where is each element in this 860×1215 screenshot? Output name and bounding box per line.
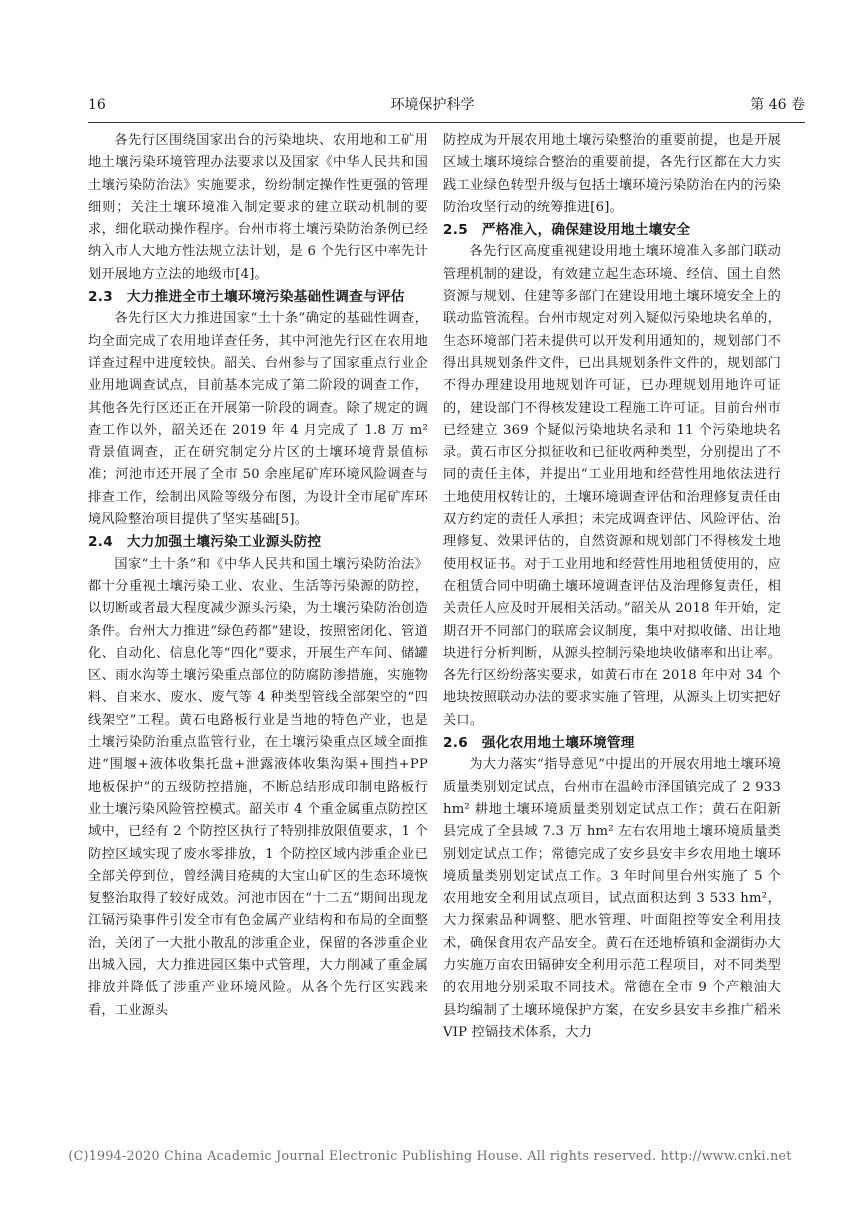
paragraph: 为大力落实“指导意见”中提出的开展农用地土壤环境质量类别划定试点，台州市在温岭市泽国镇完成了 2 933 hm² 耕地土壤环境质量类别划定试点工作；黄石在阳新县完成了全县域 7.3 万 hm² 左右农用地土壤环境质量类别划定试点工作；常德完成了安乡县安丰乡农用地土壤环境质量类别划定试点工作。3 年时间里台州实施了 5 个农用地安全利用试点项目，试点面积达到 3 533 hm²，大力探索品种调整、肥水管理、叶面阻控等安全利用技术，确保食用农产品安全。黄石在还地桥镇和金湖街办大力实施万亩农田镉砷安全利用示范工程项目，对不同类型的农用地分别采取不同技术。常德在全市 9 个产粮油大县均编制了土壤环境保护方案，在安乡县安丰乡推广稻米 VIP 控镉技术体系，大力 [443,757,781,1040]
journal-title: 环境保护科学 [390,97,475,113]
right-column [443,130,781,1044]
paragraph-continued: 防控成为开展农用地土壤污染整治的重要前提，也是开展区域土壤环境综合整治的重要前提，各先行区都在大力实践工业绿色转型升级与包括土壤环境污染防治在内的污染防治攻坚行动的统筹推进[6]。 [443,133,781,215]
paragraph: 国家“土十条”和《中华人民共和国土壤污染防治法》都十分重视土壤污染工业、农业、生活等污染源的防控，以切断或者最大程度减少源头污染，为土壤污染防治创造条件。台州大力推进“绿色药都”建设，按照密闭化、管道化、自动化、信息化等“四化”要求，开展生产车间、储罐区、雨水沟等土壤污染重点部位的防腐防渗措施，实施物料、自来水、废水、废气等 4 种类型管线全部架空的“四线架空”工程。黄石电路板行业是当地的特色产业，也是土壤污染防治重点监管行业，在土壤污染重点区域全面推进“围堰+液体收集托盘+泄露液体收集沟渠+围挡+PP 地板保护”的五级防控措施，不断总结形成印制电路板行业土壤污染风险管控模式。韶关市 4 个重金属重点防控区域中，已经有 2 个防控区执行了特别排放限值要求，1 个防控区域实现了废水零排放，1 个防控区域内涉重企业已全部关停到位，曾经满目疮痍的大宝山矿区的生态环境恢复整治取得了较好成效。河池市因在“十二五”期间出现龙江镉污染事件引发全市有色金属产业结构和布局的全面整治，关闭了一大批小散乱的涉重企业，保留的各涉重企业出城入园，大力推进园区集中式管理，大力削减了重金属排放并降低了涉重产业环境风险。从各个先行区实践来看，工业源头 [88,556,428,1018]
section-heading-2-6: 2.6 强化农用地土壤环境管理 [443,735,635,752]
header-rule [88,122,805,123]
running-header [60,92,805,118]
paragraph: 各先行区围绕国家出台的污染地块、农用地和工矿用地土壤污染环境管理办法要求以及国家《中华人民共和国土壤污染防治法》实施要求，纷纷制定操作性更强的管理细则；关注土壤环境准入制定要求的建立联动机制的要求，细化联动操作程序。台州市将土壤污染防治条例已经纳入市人大地方性法规立法计划，是 6 个先行区中率先计划开展地方立法的地级市[4]。 [88,133,428,282]
section-heading-2-4: 2.4 大力加强土壤污染工业源头防控 [88,534,322,551]
section-heading-2-3: 2.3 大力推进全市土壤环境污染基础性调查与评估 [88,289,405,306]
volume-label: 第 46 卷 [750,97,805,113]
left-column [88,130,428,1022]
section-heading-2-5: 2.5 严格准入，确保建设用地土壤安全 [443,222,691,239]
paragraph: 各先行区高度重视建设用地土壤环境准入多部门联动管理机制的建设，有效建立起生态环境、经信、国土自然资源与规划、住建等多部门在建设用地土壤环境安全上的联动监管流程。台州市规定对列入疑似污染地块名单的，生态环境部门若未提供可以开发利用通知的，规划部门不得出具规划条件文件，已出具规划条件文件的，规划部门不得办理建设用地规划许可证，已办理规划用地许可证的，建设部门不得核发建设工程施工许可证。目前台州市已经建立 369 个疑似污染地块名录和 11 个污染地块名录。黄石市区分拟征收和已征收两种类型，分别提出了不同的责任主体，并提出“工业用地和经营性用地依法进行土地使用权转让的，土壤环境调查评估和治理修复责任由双方约定的责任人承担；未完成调查评估、风险评估、治理修复、效果评估的，自然资源和规划部门不得核发土地使用权证书。对于工业用地和经营性用地租赁使用的，应在租赁合同中明确土壤环境调查评估及治理修复责任，相关责任人应及时开展相关活动。”韶关从 2018 年开始，定期召开不同部门的联席会议制度，集中对拟收储、出让地块进行分析判断，从源头控制污染地块收储率和出让率。各先行区纷纷落实要求，如黄石市在 2018 年中对 34 个地块按照联动办法的要求实施了管理，从源头上切实把好关口。 [443,244,782,728]
page-number: 16 [88,97,106,113]
copyright-footer: (C)1994-2020 China Academic Journal Electronic Publishing House. All rights reserved. http://www.cnki.net [68,1148,792,1163]
paragraph: 各先行区大力推进国家“土十条”确定的基础性调查，均全面完成了农用地详查任务，其中河池先行区在农用地详查过程中进度较快。韶关、台州参与了国家重点行业企业用地调查试点，目前基本完成了第二阶段的调查工作，其他各先行区还正在开展第一阶段的调查。除了规定的调查工作以外，韶关还在 2019 年 4 月完成了 1.8 万 m² 背景值调查，正在研究制定分片区的土壤环境背景值标准；河池市还开展了全市 50 余座尾矿库环境风险调查与排查工作，绘制出风险等级分布图，为设计全市尾矿库环境风险整治项目提供了坚实基础[5]。 [88,311,428,528]
